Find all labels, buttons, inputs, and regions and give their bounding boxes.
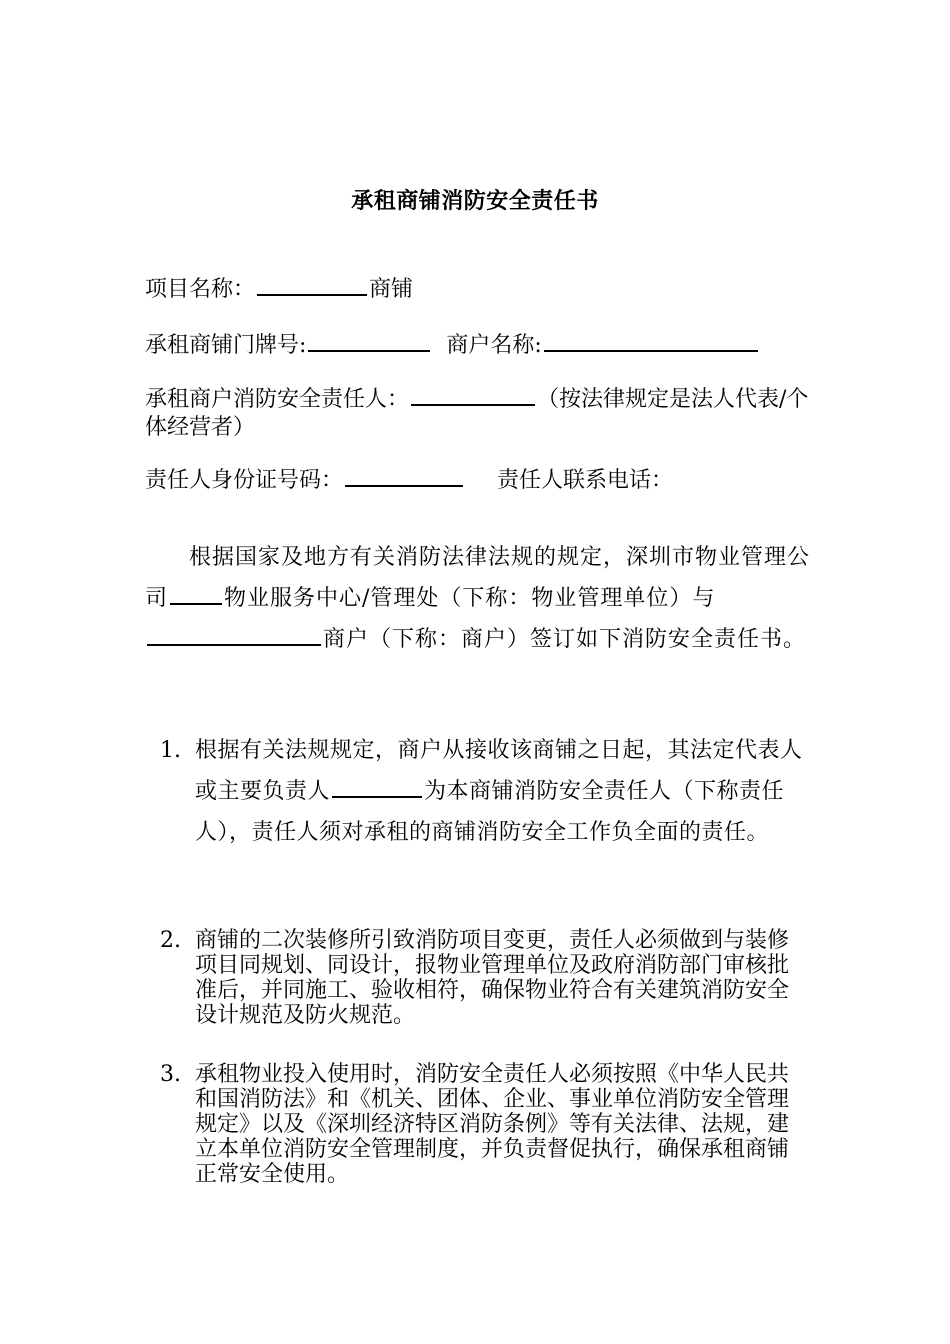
door-number-blank[interactable] xyxy=(308,330,430,352)
document-title: 承租商铺消防安全责任书 xyxy=(351,188,599,214)
project-name-blank[interactable] xyxy=(257,274,367,296)
item-1-part-1: 根据有关法规规定，商户从接收该商铺之日起，其法定代表人或主要负责人 xyxy=(195,738,803,804)
list-item-number: 2. xyxy=(160,928,181,953)
intro-part-1: 根据国家及地方有关消防法律法规的规定，深圳市物业管理公司 xyxy=(145,545,811,611)
project-name-suffix: 商铺 xyxy=(369,277,414,302)
legal-rep-blank[interactable] xyxy=(332,776,422,798)
list-item-number: 1. xyxy=(160,738,181,763)
responsible-person-note: （按法律规定是法人代表/个体经营者） xyxy=(145,387,809,440)
merchant-name-label: 商户名称: xyxy=(446,333,542,358)
intro-part-2: 物业服务中心/管理处（下称：物业管理单位）与 xyxy=(224,586,716,611)
id-number-label: 责任人身份证号码： xyxy=(145,468,344,493)
responsible-person-line xyxy=(145,384,810,442)
responsible-person-blank[interactable] xyxy=(411,384,535,406)
item-1-part-2: 为本商铺消防安全责任人（下称责任人），责任人须对承租的商铺消防安全工作负全面的责任。 xyxy=(195,779,785,845)
list-item-text: 承租物业投入使用时，消防安全责任人必须按照《中华人民共和国消防法》和《机关、团体、企业、事业单位消防安全管理规定》以及《深圳经济特区消防条例》等有关法律、法规，建立本单位消防安全管理制度，并负责督促执行，确保承租商铺正常安全使用。 xyxy=(195,1062,790,1187)
merchant-blank[interactable] xyxy=(147,624,321,646)
list-item-text: 商铺的二次装修所引致消防项目变更，责任人必须做到与装修项目同规划、同设计，报物业管理单位及政府消防部门审核批准后，并同施工、验收相符，确保物业符合有关建筑消防安全设计规范及防火规范。 xyxy=(195,928,790,1028)
project-name-label: 项目名称： xyxy=(145,277,256,302)
list-item-number: 3. xyxy=(160,1062,181,1087)
id-number-blank[interactable] xyxy=(345,465,463,487)
phone-label: 责任人联系电话： xyxy=(497,468,674,493)
intro-paragraph xyxy=(145,537,810,660)
intro-part-3: 商户（下称：商户）签订如下消防安全责任书。 xyxy=(323,627,807,652)
door-merchant-line xyxy=(145,330,810,360)
list-item-text xyxy=(195,730,810,853)
id-phone-line xyxy=(145,465,810,495)
merchant-name-blank[interactable] xyxy=(544,330,758,352)
responsible-person-label: 承租商户消防安全责任人： xyxy=(145,387,410,412)
company-blank[interactable] xyxy=(170,583,222,605)
door-number-label: 承租商铺门牌号: xyxy=(145,333,307,358)
project-name-line xyxy=(145,274,810,304)
